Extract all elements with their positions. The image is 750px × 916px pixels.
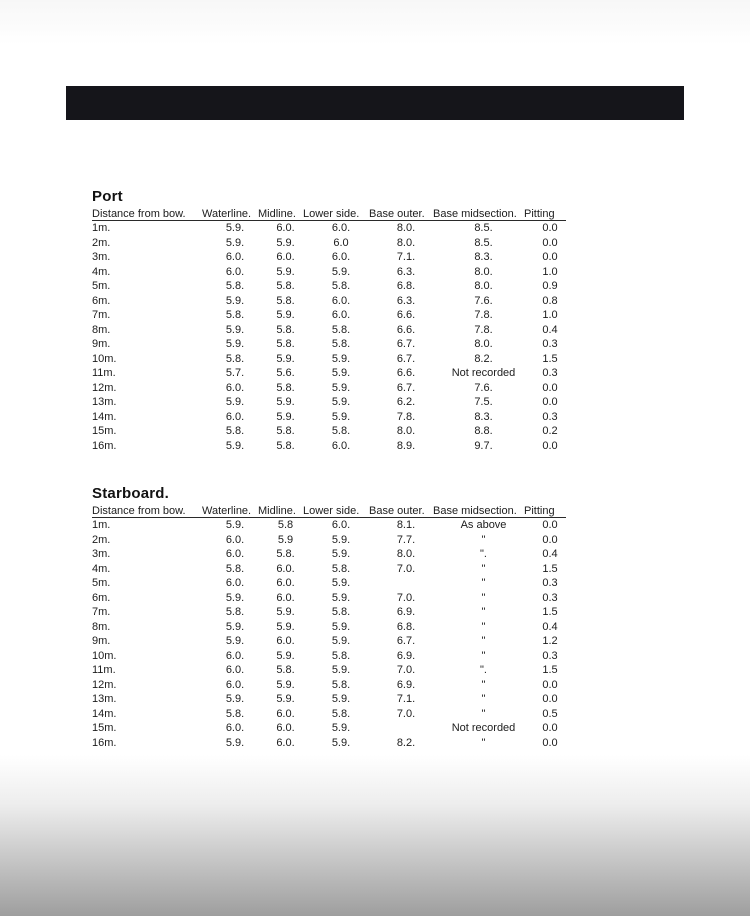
row-value: 5.9. <box>225 396 245 408</box>
row-value: 6.9. <box>396 678 416 691</box>
row-value: 5.8. <box>276 548 295 560</box>
row-value: 8.0. <box>396 548 416 560</box>
row-value: 0.0 <box>542 222 558 234</box>
table-row <box>92 265 566 280</box>
header-base-outer: Base outer. <box>369 505 433 518</box>
row-value: 6.0. <box>225 678 245 691</box>
row-value: 0.0 <box>542 519 558 531</box>
row-distance: 4m. <box>92 562 111 575</box>
header-base-midsection: Base midsection. <box>433 505 524 518</box>
row-value: 0.3 <box>542 410 558 423</box>
row-value: 5.9. <box>331 693 351 705</box>
row-value: 5.9. <box>331 591 351 604</box>
row-value: 6.0. <box>276 707 295 720</box>
row-value: " <box>481 606 486 618</box>
row-distance: 2m. <box>92 236 111 249</box>
row-distance: 4m. <box>92 265 111 278</box>
row-value: 5.8. <box>276 425 295 437</box>
row-value: 5.8. <box>331 425 351 437</box>
row-value: 5.8. <box>276 323 295 336</box>
row-value: 6.8. <box>396 280 416 292</box>
row-value: 6.9. <box>396 649 416 662</box>
row-value: 0.2 <box>542 425 558 437</box>
row-value: 0.0 <box>542 736 558 749</box>
row-value: 6.0. <box>276 251 295 263</box>
row-value: 8.9. <box>396 439 416 452</box>
row-value: 6.6. <box>396 367 416 379</box>
row-value: 6.0. <box>225 722 245 734</box>
row-value: " <box>481 678 486 691</box>
row-value: 0.4 <box>542 620 558 633</box>
row-value: 8.0. <box>474 265 493 278</box>
row-value: 6.0. <box>225 533 245 546</box>
row-value: 0.0 <box>542 396 558 408</box>
row-distance: 15m. <box>92 722 117 734</box>
row-value: 5.9. <box>225 338 245 350</box>
row-value: 1.2 <box>542 635 558 647</box>
table-row <box>92 352 566 367</box>
row-value: 8.1. <box>396 519 416 531</box>
row-value: " <box>481 562 486 575</box>
table-row <box>92 395 566 410</box>
row-value: 6.7. <box>396 352 416 365</box>
row-value: 5.8. <box>331 606 351 618</box>
row-value: 1.5 <box>542 606 558 618</box>
row-value: 5.9. <box>225 294 245 307</box>
row-value: 5.8. <box>276 294 295 307</box>
row-value: 5.9. <box>331 736 351 749</box>
row-value: 6.0. <box>276 736 295 749</box>
row-value: 0.0 <box>542 381 558 394</box>
row-value: 6.6. <box>396 323 416 336</box>
table-row <box>92 323 566 338</box>
row-distance: 11m. <box>92 367 116 379</box>
row-value: 6.0. <box>225 577 245 589</box>
row-value: 6.0. <box>225 381 245 394</box>
table-row <box>92 236 566 251</box>
row-value: 7.6. <box>474 294 493 307</box>
row-value: 5.9. <box>225 591 245 604</box>
row-distance: 10m. <box>92 352 117 365</box>
row-value: 6.0. <box>331 294 351 307</box>
row-value: 5.8. <box>331 678 351 691</box>
row-value: 7.8. <box>474 309 493 321</box>
row-value: 0.3 <box>542 367 558 379</box>
row-value: 5.9. <box>331 396 351 408</box>
row-value: ". <box>480 664 487 676</box>
table-row <box>92 591 566 606</box>
row-value: 5.9. <box>331 265 351 278</box>
row-value: 5.9. <box>331 635 351 647</box>
row-value: " <box>481 533 486 546</box>
row-value: 5.9. <box>225 736 245 749</box>
row-value: 0.3 <box>542 338 558 350</box>
row-distance: 16m. <box>92 736 117 749</box>
row-value: 5.8. <box>276 338 295 350</box>
row-distance: 13m. <box>92 693 117 705</box>
row-value: 0.3 <box>542 577 558 589</box>
table-row <box>92 294 566 309</box>
row-distance: 7m. <box>92 606 111 618</box>
row-value: 7.1. <box>396 693 416 705</box>
row-value: 8.8. <box>474 425 493 437</box>
row-value: 5.8. <box>225 707 245 720</box>
row-value: 6.2. <box>396 396 416 408</box>
row-value: 6.0. <box>225 548 245 560</box>
table-row <box>92 620 566 635</box>
table-row <box>92 576 566 591</box>
table-row <box>92 634 566 649</box>
row-distance: 6m. <box>92 294 111 307</box>
row-value: 8.0. <box>474 338 493 350</box>
header-midline: Midline. <box>258 208 303 221</box>
row-value: 5.8. <box>276 381 295 394</box>
row-value: 6.0. <box>331 222 351 234</box>
table-row <box>92 410 566 425</box>
header-base-midsection: Base midsection. <box>433 208 524 221</box>
row-value: 5.8. <box>276 439 295 452</box>
row-value: 5.8. <box>331 338 351 350</box>
starboard-section <box>92 485 566 750</box>
row-distance: 1m. <box>92 222 111 234</box>
row-value: " <box>481 707 486 720</box>
row-value: 5.9. <box>225 236 245 249</box>
row-value: 0.9 <box>542 280 558 292</box>
table-row <box>92 547 566 562</box>
row-value <box>369 721 433 736</box>
row-value: " <box>481 693 486 705</box>
header-midline: Midline. <box>258 505 303 518</box>
row-value: 0.0 <box>542 722 558 734</box>
header-lower-side: Lower side. <box>303 505 369 518</box>
table-row <box>92 518 566 533</box>
row-value <box>369 576 433 591</box>
row-value: 0.4 <box>542 548 558 560</box>
row-value: 0.4 <box>542 323 558 336</box>
row-value: 1.5 <box>542 562 558 575</box>
row-value: 1.5 <box>542 664 558 676</box>
row-value: 1.0 <box>542 309 558 321</box>
header-pitting: Pitting <box>524 505 566 518</box>
row-value: 0.8 <box>542 294 558 307</box>
row-distance: 5m. <box>92 280 111 292</box>
row-distance: 8m. <box>92 323 111 336</box>
row-value: 5.9. <box>331 352 351 365</box>
row-distance: 3m. <box>92 251 111 263</box>
row-value: 8.2. <box>474 352 493 365</box>
row-value: 0.0 <box>542 439 558 452</box>
table-row <box>92 221 566 236</box>
table-row <box>92 663 566 678</box>
row-value: 8.0. <box>396 236 416 249</box>
row-value: 7.7. <box>396 533 416 546</box>
row-value: 5.9. <box>331 577 351 589</box>
row-value: 6.0 <box>333 236 349 249</box>
row-value: 5.8. <box>225 606 245 618</box>
row-value: 5.8. <box>225 309 245 321</box>
row-value: 5.8. <box>225 352 245 365</box>
row-value: As above <box>460 519 507 531</box>
table-row <box>92 424 566 439</box>
row-distance: 7m. <box>92 309 111 321</box>
row-value: 5.8. <box>225 425 245 437</box>
header-waterline: Waterline. <box>202 505 258 518</box>
row-distance: 8m. <box>92 620 111 633</box>
row-distance: 12m. <box>92 381 117 394</box>
row-value: 6.7. <box>396 381 416 394</box>
row-value: 6.9. <box>396 606 416 618</box>
row-value: 6.3. <box>396 294 416 307</box>
row-value: 5.9. <box>331 664 351 676</box>
row-value: 6.3. <box>396 265 416 278</box>
row-value: 7.0. <box>396 664 416 676</box>
table-row <box>92 692 566 707</box>
table-row <box>92 250 566 265</box>
row-value: 5.8. <box>276 280 295 292</box>
row-distance: 10m. <box>92 649 117 662</box>
row-distance: 14m. <box>92 410 117 423</box>
table-row <box>92 721 566 736</box>
row-value: 5.9. <box>225 635 245 647</box>
row-value: 6.0. <box>331 251 351 263</box>
row-value: 6.0. <box>225 251 245 263</box>
row-value: 5.9. <box>225 693 245 705</box>
table-row <box>92 605 566 620</box>
row-value: 0.0 <box>542 693 558 705</box>
row-value: 0.5 <box>542 707 558 720</box>
row-value: 6.0. <box>276 562 295 575</box>
row-value: 6.0. <box>276 577 295 589</box>
table-row <box>92 308 566 323</box>
starboard-table-body <box>92 518 566 750</box>
row-value: 0.0 <box>542 236 558 249</box>
row-value: 7.0. <box>396 707 416 720</box>
row-value: 5.8. <box>331 649 351 662</box>
row-value: " <box>481 649 486 662</box>
row-value: 5.9. <box>225 323 245 336</box>
port-section <box>92 188 566 453</box>
row-value: " <box>481 577 486 589</box>
row-value: 5.8 <box>277 519 294 531</box>
row-value: 5.6. <box>276 367 295 379</box>
row-value: 6.0. <box>331 439 351 452</box>
row-value: 5.9. <box>276 396 295 408</box>
row-value: 6.0. <box>225 664 245 676</box>
row-distance: 12m. <box>92 678 117 691</box>
row-value: 5.9. <box>276 693 295 705</box>
row-value: 6.6. <box>396 309 416 321</box>
row-distance: 11m. <box>92 664 116 676</box>
row-value: 5.9. <box>276 236 295 249</box>
starboard-header-row <box>92 505 566 518</box>
row-value: 6.8. <box>396 620 416 633</box>
port-header-row <box>92 208 566 221</box>
table-row <box>92 736 566 751</box>
row-value: 5.9. <box>331 722 351 734</box>
redaction-bar <box>66 86 684 120</box>
row-value: 7.1. <box>396 251 416 263</box>
port-table-body <box>92 221 566 453</box>
row-distance: 6m. <box>92 591 111 604</box>
row-value: 5.9. <box>276 410 295 423</box>
row-value: 5.9. <box>331 620 351 633</box>
row-value: 5.9. <box>276 620 295 633</box>
row-value: 5.9. <box>331 410 351 423</box>
row-value: 1.0 <box>542 265 558 278</box>
table-row <box>92 337 566 352</box>
table-row <box>92 533 566 548</box>
row-value: " <box>481 736 486 749</box>
row-value: 0.0 <box>542 533 558 546</box>
row-value: 5.9. <box>225 439 245 452</box>
row-value: Not recorded <box>451 367 516 379</box>
row-value: 5.8. <box>225 562 245 575</box>
row-value: 6.7. <box>396 635 416 647</box>
row-value: 6.0. <box>225 649 245 662</box>
row-value: 5.9. <box>276 678 295 691</box>
header-base-outer: Base outer. <box>369 208 433 221</box>
row-distance: 2m. <box>92 533 111 546</box>
row-value: 5.9. <box>331 367 351 379</box>
row-value: 5.9. <box>276 649 295 662</box>
row-value: 7.0. <box>396 591 416 604</box>
row-value: 0.3 <box>542 649 558 662</box>
row-value: 8.0. <box>474 280 493 292</box>
row-value: " <box>481 620 486 633</box>
table-row <box>92 649 566 664</box>
row-value: 8.5. <box>474 222 493 234</box>
row-value: 5.9 <box>277 533 294 546</box>
row-distance: 14m. <box>92 707 117 720</box>
row-value: 5.7. <box>225 367 245 379</box>
row-value: 8.0. <box>396 425 416 437</box>
row-value: 7.0. <box>396 562 416 575</box>
row-value: 9.7. <box>474 439 493 452</box>
row-distance: 15m. <box>92 425 117 437</box>
row-value: 8.3. <box>474 251 493 263</box>
row-value: 6.0. <box>276 722 295 734</box>
row-value: 0.3 <box>542 591 558 604</box>
row-value: 5.9. <box>225 519 245 531</box>
table-row <box>92 439 566 454</box>
header-waterline: Waterline. <box>202 208 258 221</box>
row-value: 5.9. <box>225 222 245 234</box>
row-value: 7.5. <box>474 396 493 408</box>
row-value: 8.5. <box>474 236 493 249</box>
row-value: Not recorded <box>451 722 516 734</box>
row-value: 5.9. <box>331 548 351 560</box>
row-distance: 1m. <box>92 519 111 531</box>
starboard-title: Starboard. <box>92 485 170 502</box>
row-value: " <box>481 591 486 604</box>
row-value: 5.8. <box>331 562 351 575</box>
row-distance: 9m. <box>92 338 111 350</box>
row-distance: 16m. <box>92 439 117 452</box>
row-value: 0.0 <box>542 678 558 691</box>
row-value: 5.8. <box>331 707 351 720</box>
row-value: 7.8. <box>474 323 493 336</box>
table-row <box>92 381 566 396</box>
row-value: 7.8. <box>396 410 416 423</box>
row-value: 0.0 <box>542 251 558 263</box>
row-value: 5.8. <box>276 664 295 676</box>
row-value: " <box>481 635 486 647</box>
row-value: 8.3. <box>474 410 493 423</box>
table-row <box>92 366 566 381</box>
row-value: 8.2. <box>396 736 416 749</box>
table-row <box>92 279 566 294</box>
header-distance-from-bow: Distance from bow. <box>92 208 202 221</box>
row-value: 5.9. <box>225 620 245 633</box>
header-lower-side: Lower side. <box>303 208 369 221</box>
row-value: 6.0. <box>276 591 295 604</box>
port-title: Port <box>92 188 123 205</box>
row-value: 5.9. <box>276 352 295 365</box>
row-value: 5.9. <box>276 606 295 618</box>
row-value: 5.9. <box>276 309 295 321</box>
row-value: 8.0. <box>396 222 416 234</box>
row-value: 5.8. <box>331 280 351 292</box>
row-value: 5.8. <box>225 280 245 292</box>
header-distance-from-bow: Distance from bow. <box>92 505 202 518</box>
row-value: 6.7. <box>396 338 416 350</box>
row-value: 6.0. <box>276 635 295 647</box>
row-value: 6.0. <box>225 265 245 278</box>
row-distance: 5m. <box>92 577 111 589</box>
row-value: 1.5 <box>542 352 558 365</box>
table-row <box>92 562 566 577</box>
row-value: 5.8. <box>331 323 351 336</box>
row-distance: 13m. <box>92 396 117 408</box>
table-row <box>92 707 566 722</box>
row-value: 6.0. <box>225 410 245 423</box>
row-value: 6.0. <box>276 222 295 234</box>
row-value: 5.9. <box>331 381 351 394</box>
row-value: 6.0. <box>331 519 351 531</box>
header-pitting: Pitting <box>524 208 566 221</box>
row-distance: 3m. <box>92 548 111 560</box>
row-value: 5.9. <box>331 533 351 546</box>
row-value: ". <box>480 548 487 560</box>
row-value: 7.6. <box>474 381 493 394</box>
row-distance: 9m. <box>92 635 111 647</box>
table-row <box>92 678 566 693</box>
row-value: 5.9. <box>276 265 295 278</box>
row-value: 6.0. <box>331 309 351 321</box>
